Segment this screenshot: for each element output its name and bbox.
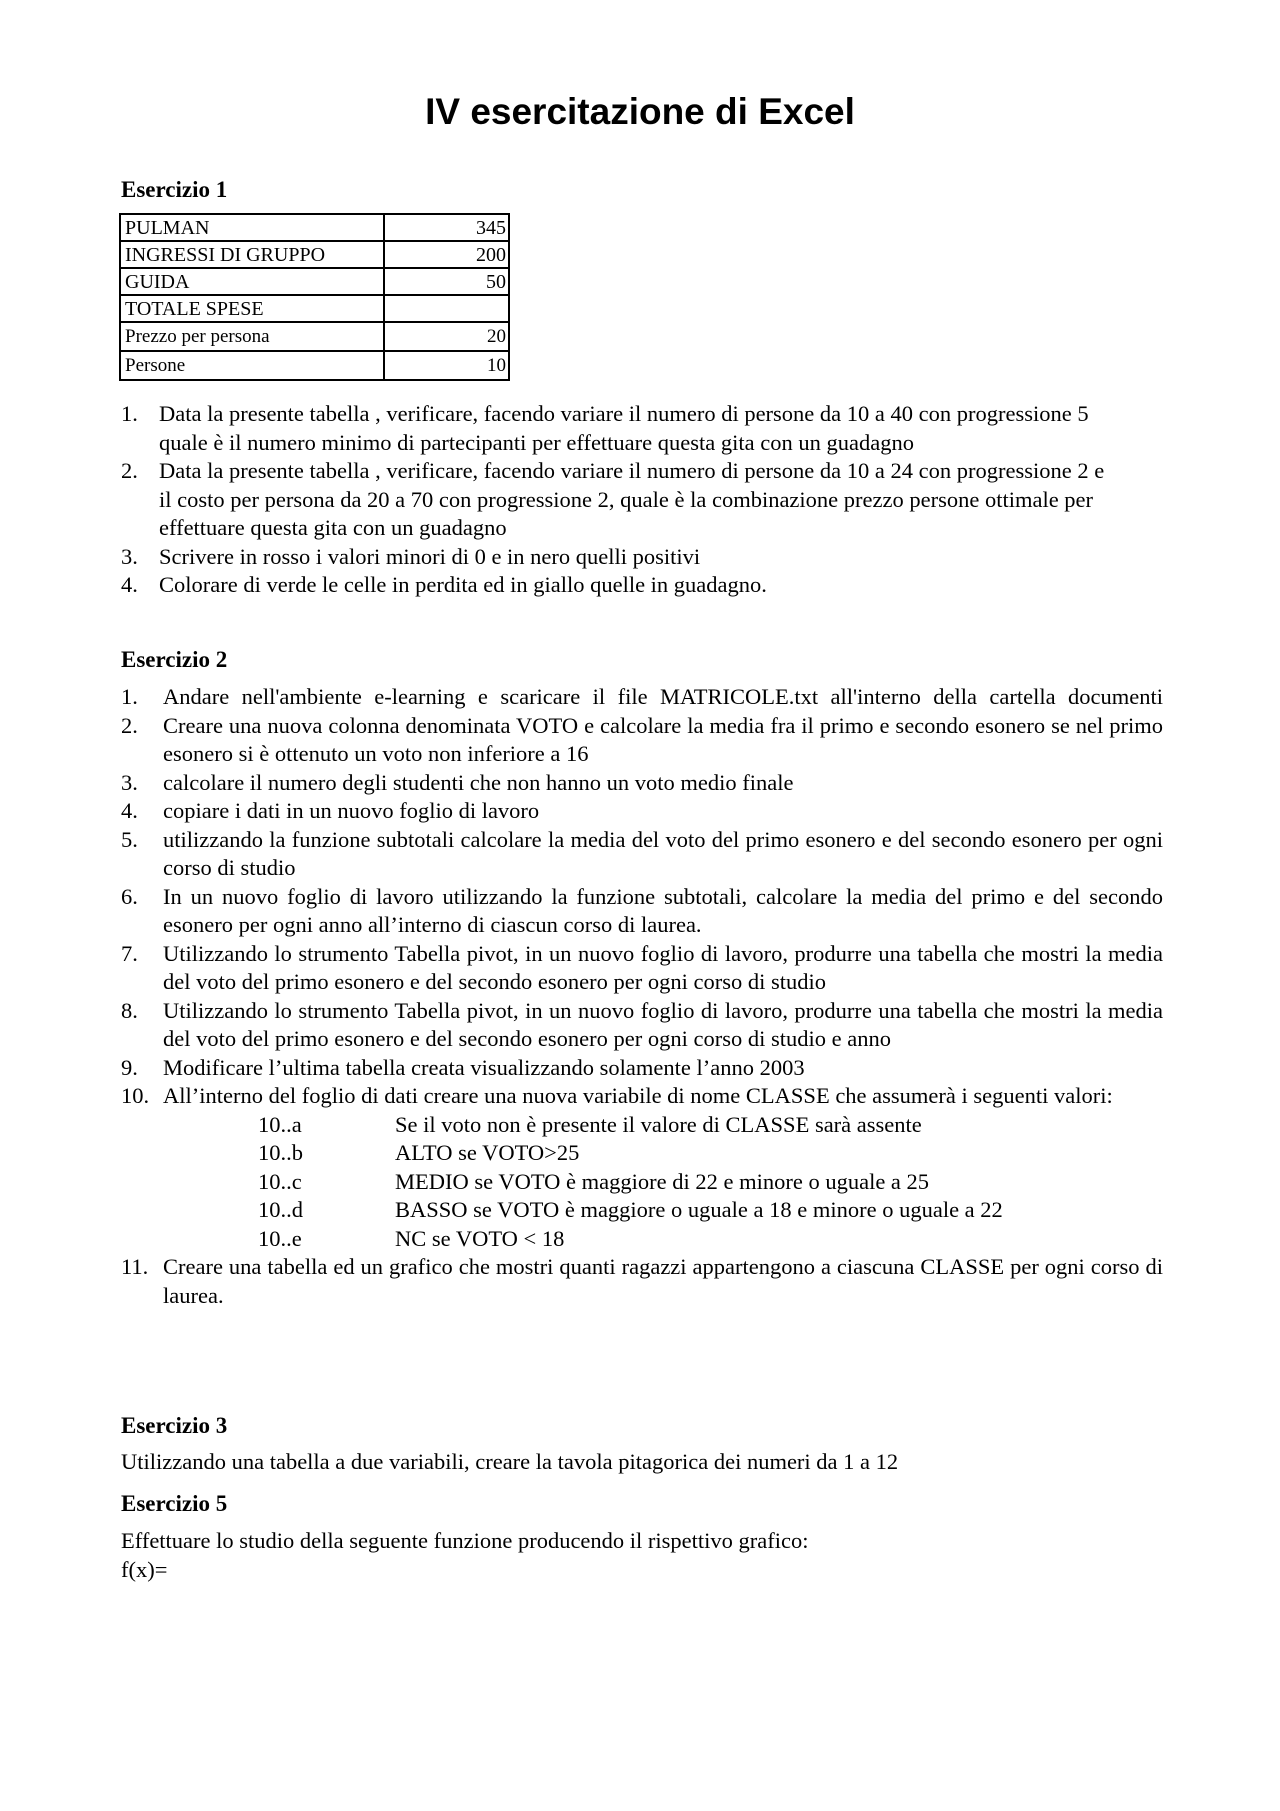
list-item-number: 1.: [121, 684, 138, 709]
list-item: [121, 543, 1121, 572]
list-item-number: 2.: [121, 712, 138, 738]
sublist-item-text: BASSO se VOTO è maggiore o uguale a 18 e minore o uguale a 22: [395, 1197, 1003, 1222]
list-item: [121, 1082, 1163, 1253]
list-item-text: All’interno del foglio di dati creare una nuova variabile di nome CLASSE che assumerà i seguenti valori:: [163, 1083, 1113, 1108]
page-title: IV esercitazione di Excel: [425, 91, 855, 132]
list-item: [121, 769, 1163, 798]
sublist-item-text: NC se VOTO < 18: [395, 1225, 565, 1251]
list-item-number: 2.: [121, 458, 138, 483]
esercizio-2-heading: Esercizio 2: [121, 647, 228, 672]
table-row: [120, 241, 509, 268]
list-item-number: 4.: [121, 798, 138, 823]
table-cell-label: INGRESSI DI GRUPPO: [120, 241, 384, 268]
sublist-item: [163, 1139, 1163, 1168]
table-cell-value: 20: [384, 322, 509, 351]
list-item-text: Creare una tabella ed un grafico che mostri quanti ragazzi appartengono a ciascuna CLASSE per ogni corso di laurea.: [163, 1254, 1163, 1308]
table-cell-label: GUIDA: [120, 268, 384, 295]
list-item: [121, 940, 1163, 997]
sublist-item-number: 10..d: [258, 1197, 303, 1222]
table-cell-label: Prezzo per persona: [120, 322, 384, 351]
list-item-text: Colorare di verde le celle in perdita ed in giallo quelle in guadagno.: [159, 572, 767, 597]
list-item: [121, 997, 1163, 1054]
list-item: [121, 1253, 1163, 1310]
sublist-item-number: 10..c: [258, 1168, 302, 1194]
esercizio-3-heading: Esercizio 3: [121, 1413, 228, 1438]
list-item-number: 10.: [121, 1083, 150, 1108]
cost-table: [119, 213, 510, 381]
esercizio-5-text: Effettuare lo studio della seguente funzione producendo il rispettivo grafico:: [121, 1528, 809, 1553]
list-item-number: 4.: [121, 572, 138, 597]
list-item-number: 5.: [121, 826, 138, 852]
table-cell-value: 50: [384, 268, 509, 295]
table-row: [120, 295, 509, 322]
table-row: [120, 351, 509, 380]
list-item-text: Scrivere in rosso i valori minori di 0 e in nero quelli positivi: [159, 543, 701, 569]
sublist-item-text: Se il voto non è presente il valore di CLASSE sarà assente: [395, 1111, 922, 1137]
list-item-number: 3.: [121, 543, 138, 569]
list-item-text: Utilizzando lo strumento Tabella pivot, in un nuovo foglio di lavoro, produrre una tabella che mostri la media del voto del primo esonero e del secondo esonero per ogni corso di studio: [163, 940, 1163, 994]
sublist-item-number: 10..a: [258, 1111, 302, 1137]
list-item-text: Data la presente tabella , verificare, facendo variare il numero di persone da 10 a 40 con progressione 5 quale è il numero minimo di partecipanti per effettuare questa gita con un guadagno: [159, 401, 1089, 455]
table-cell-value: 10: [384, 351, 509, 380]
table-cell-value: 200: [384, 241, 509, 268]
list-item: [121, 797, 1163, 826]
list-item: [121, 683, 1163, 712]
list-item: [121, 883, 1163, 940]
sublist-item-number: 10..e: [258, 1225, 302, 1251]
esercizio-5-heading: Esercizio 5: [121, 1491, 228, 1516]
list-item-number: 11.: [121, 1254, 149, 1279]
list-item: [121, 457, 1121, 543]
table-cell-label: TOTALE SPESE: [120, 295, 384, 322]
list-item-number: 7.: [121, 940, 138, 966]
table-cell-label: Persone: [120, 351, 384, 380]
list-item-text: utilizzando la funzione subtotali calcolare la media del voto del primo esonero e del secondo esonero per ogni corso di studio: [163, 826, 1163, 880]
table-cell-value: 345: [384, 214, 509, 241]
list-item-number: 1.: [121, 401, 138, 426]
list-item-text: calcolare il numero degli studenti che non hanno un voto medio finale: [163, 769, 794, 795]
sublist-item-text: ALTO se VOTO>25: [395, 1140, 580, 1165]
list-item-text: copiare i dati in un nuovo foglio di lavoro: [163, 798, 540, 823]
table-row: [120, 214, 509, 241]
sublist-item: [163, 1168, 1163, 1197]
sublist-item: [163, 1111, 1163, 1140]
list-item: [121, 571, 1121, 600]
list-item-text: Creare una nuova colonna denominata VOTO e calcolare la media fra il primo e secondo esonero se nel primo esonero si è ottenuto un voto non inferiore a 16: [163, 712, 1163, 766]
sublist-item-text: MEDIO se VOTO è maggiore di 22 e minore o uguale a 25: [395, 1168, 930, 1194]
sublist-item: [163, 1196, 1163, 1225]
list-item-number: 8.: [121, 997, 138, 1023]
list-item-number: 9.: [121, 1054, 138, 1080]
list-item: [121, 826, 1163, 883]
list-item-text: Utilizzando lo strumento Tabella pivot, in un nuovo foglio di lavoro, produrre una tabella che mostri la media del voto del primo esonero e del secondo esonero per ogni corso di studio e anno: [163, 997, 1163, 1051]
esercizio-1-heading: Esercizio 1: [121, 177, 228, 202]
esercizio-2-list: [121, 683, 1163, 1310]
list-item-text: Andare nell'ambiente e-learning e scaricare il file MATRICOLE.txt all'interno della cartella documenti: [163, 684, 1163, 709]
list-item: [121, 400, 1121, 457]
sublist-item: [163, 1225, 1163, 1254]
function-formula: f(x)=: [121, 1557, 168, 1582]
list-item-text: Modificare l’ultima tabella creata visualizzando solamente l’anno 2003: [163, 1054, 805, 1080]
list-item-text: In un nuovo foglio di lavoro utilizzando la funzione subtotali, calcolare la media del primo e del secondo esonero per ogni anno all’interno di ciascun corso di laurea.: [163, 883, 1163, 937]
list-item: [121, 712, 1163, 769]
esercizio-3-text: Utilizzando una tabella a due variabili, creare la tavola pitagorica dei numeri da 1 a 12: [121, 1449, 899, 1474]
sublist-item-number: 10..b: [258, 1140, 303, 1165]
table-cell-value: [384, 295, 509, 322]
list-item: [121, 1054, 1163, 1083]
table-cell-label: PULMAN: [120, 214, 384, 241]
list-item-text: Data la presente tabella , verificare, facendo variare il numero di persone da 10 a 24 con progressione 2 e il costo per persona da 20 a 70 con progressione 2, quale è la combinazione prezzo persone ottimale per effettuare questa gita con un guadagno: [159, 458, 1105, 540]
classe-sublist: [163, 1111, 1163, 1254]
list-item-number: 6.: [121, 883, 138, 909]
table-row: [120, 322, 509, 351]
table-row: [120, 268, 509, 295]
esercizio-1-list: [121, 400, 1121, 600]
list-item-number: 3.: [121, 769, 138, 795]
